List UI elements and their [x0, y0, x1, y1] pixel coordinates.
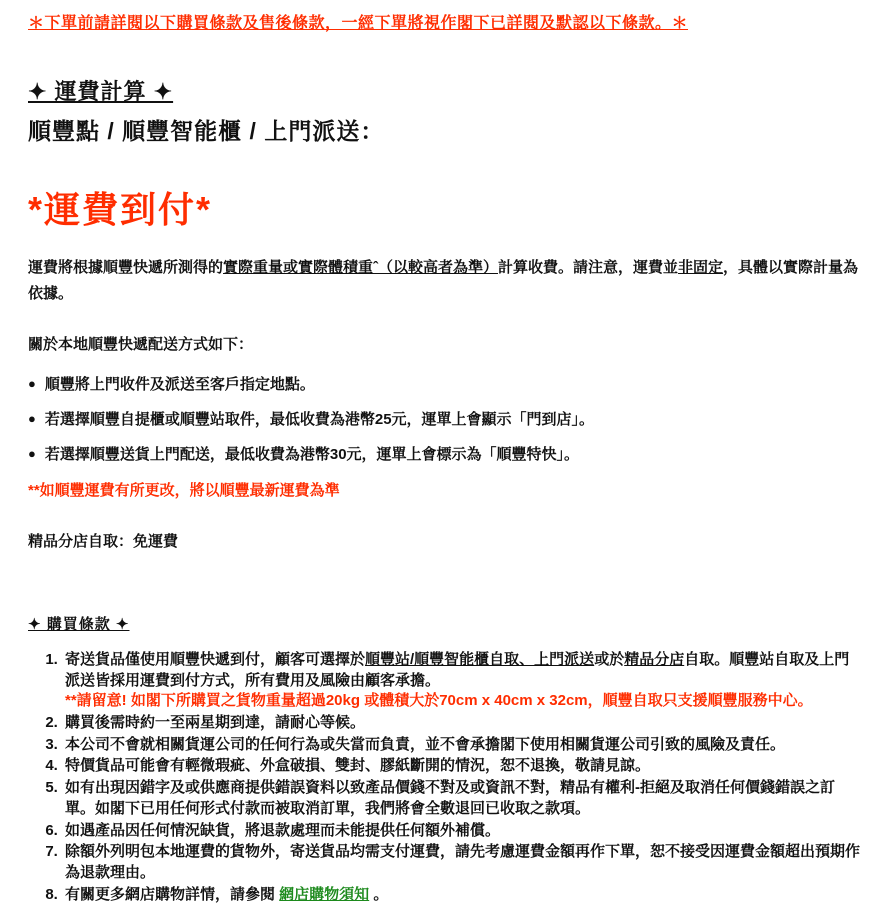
- term-text: 或於: [594, 651, 625, 668]
- shipping-methods-subtitle: 順豐點 / 順豐智能櫃 / 上門派送：: [28, 118, 385, 144]
- freight-collect-highlight: *運費到付*: [28, 189, 213, 230]
- term-item-shipping-cost-refund: 7. 除額外列明包本地運費的貨物外，寄送貨品均需支付運費，請先考慮運費金額再作下單，恕不接受因運費金額超出預期作為退款理由。: [62, 842, 864, 883]
- fee-note-underlined-nonfixed: 非固定: [678, 259, 724, 276]
- bullet-icon: ●: [28, 376, 36, 391]
- delivery-option-locker-station: [28, 409, 864, 430]
- delivery-methods-intro: 關於本地順豐快遞配送方式如下：: [28, 336, 254, 353]
- fee-change-warning: **如順豐運費有所更改，將以順豐最新運費為準: [28, 482, 340, 499]
- fee-calculation-paragraph: [28, 255, 864, 306]
- term-text: 自取。順豐站自取及上門派送皆採用運費到付方式，所有費用及風險由顧客承擔。: [65, 651, 850, 689]
- term-text: 寄送貨品僅使用順豐快遞到付，顧客可選擇於: [65, 651, 366, 668]
- pre-order-disclaimer: ＊下單前請詳閱以下購買條款及售後條款，一經下單將視作閣下已詳閱及默認以下條款。＊: [28, 15, 689, 32]
- fee-note-underlined-weight: 實際重量或實際體積重ˆ（以較高者為準）: [223, 259, 499, 276]
- term-text: 有關更多網店購物詳情，請參閱: [65, 885, 280, 903]
- fee-note-segment: 計算收費。請注意，運費並: [498, 259, 679, 276]
- shipping-section-title: ✦ 運費計算 ✦: [28, 79, 174, 104]
- term-item-delivery-time: 2. 購買後需時約一至兩星期到達，請耐心等候。: [62, 713, 864, 734]
- delivery-option-home-delivery: [28, 444, 864, 465]
- delivery-option-text: 若選擇順豐自提櫃或順豐站取件，最低收費為港幣25元，運單上會顯示「門到店」。: [44, 411, 595, 428]
- store-pickup-note: 精品分店自取：免運費: [28, 533, 179, 550]
- purchase-terms-list: [28, 650, 864, 905]
- term-item-shipping-method: [62, 650, 864, 712]
- term-item-discounted-goods: 4. 特價貨品可能會有輕微瑕疵、外盒破損、雙封、膠紙斷開的情況，恕不退換，敬請見諒。: [62, 756, 864, 777]
- term-underlined-pickup-options: 順豐站/順豐智能櫃自取、上門派送: [365, 651, 595, 668]
- term-item-pricing-errors: 5. 如有出現因錯字及或供應商提供錯誤資料以致產品價錢不對及或資訊不對，精品有權利-拒絕及取消任何價錢錯誤之訂單。如閣下已用任何形式付款而被取消訂單，我們將會全數退回已收取之款項。: [62, 778, 864, 819]
- term-item-more-info: [62, 885, 864, 905]
- delivery-option-text: 若選擇順豐送貨上門配送，最低收費為港幣30元，運單上會標示為「順豐特快」。: [44, 446, 580, 463]
- purchase-terms-title: ✦ 購買條款 ✦: [28, 616, 130, 633]
- weight-size-limit-warning: **請留意! 如閣下所購買之貨物重量超過20kg 或體積大於70cm x 40cm x 32cm，順豐自取只支援順豐服務中心。: [65, 692, 813, 710]
- term-text: 。: [369, 885, 389, 903]
- term-underlined-boutique: 精品分店: [624, 651, 685, 668]
- bullet-icon: ●: [28, 411, 36, 426]
- delivery-options-list: [28, 374, 864, 465]
- delivery-option-door-pickup: [28, 374, 864, 395]
- shopping-guide-link[interactable]: 網店購物須知: [279, 885, 370, 903]
- fee-note-segment: 運費將根據順豐快遞所測得的: [28, 259, 224, 276]
- fee-note-segment: ，具體以實際計量為依據。: [28, 259, 859, 302]
- delivery-option-text: 順豐將上門收件及派送至客戶指定地點。: [44, 376, 315, 393]
- bullet-icon: ●: [28, 446, 36, 461]
- term-item-courier-liability: 3. 本公司不會就相關貨運公司的任何行為或失當而負責，並不會承擔閣下使用相關貨運公司引致的風險及責任。: [62, 735, 864, 756]
- term-item-out-of-stock: 6. 如遇產品因任何情況缺貨，將退款處理而未能提供任何額外補償。: [62, 821, 864, 842]
